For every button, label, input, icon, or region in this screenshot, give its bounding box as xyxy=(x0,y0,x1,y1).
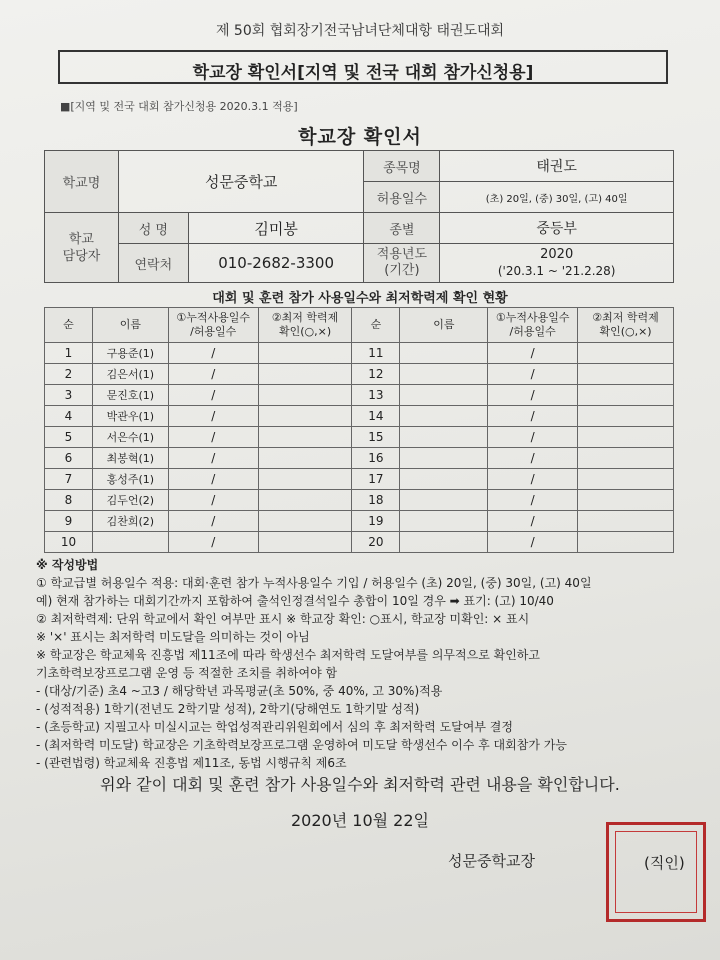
row-check xyxy=(578,448,674,469)
table-row xyxy=(45,511,674,532)
seal-label: (직인) xyxy=(644,854,685,872)
row-check xyxy=(578,469,674,490)
row-check xyxy=(258,406,352,427)
table-row xyxy=(45,385,674,406)
row-no: 8 xyxy=(45,490,93,511)
row-no: 6 xyxy=(45,448,93,469)
row-check xyxy=(258,469,352,490)
header-days: ①누적사용일수 /허용일수 xyxy=(488,308,578,343)
table-row xyxy=(45,406,674,427)
header-name: 이름 xyxy=(92,308,168,343)
row-no: 3 xyxy=(45,385,93,406)
year-cell xyxy=(440,244,674,283)
row-check xyxy=(258,364,352,385)
participant-table xyxy=(44,307,674,553)
manager-label: 학교 담당자 xyxy=(45,213,119,283)
row-days: / xyxy=(168,364,258,385)
row-check xyxy=(258,511,352,532)
row-check xyxy=(578,343,674,364)
row-name xyxy=(400,406,488,427)
row-days: / xyxy=(488,364,578,385)
info-table xyxy=(44,150,674,283)
main-title-box xyxy=(58,50,668,84)
row-no: 12 xyxy=(352,364,400,385)
row-check xyxy=(578,385,674,406)
row-check xyxy=(258,448,352,469)
row-days: / xyxy=(168,532,258,553)
row-name: 김두언(2) xyxy=(92,490,168,511)
instruction-line: - (관련법령) 학교체육 진흥법 제11조, 동법 시행규칙 제6조 xyxy=(36,756,347,770)
row-days: / xyxy=(168,448,258,469)
header-check: ②최저 학력제 확인(○,×) xyxy=(258,308,352,343)
row-days: / xyxy=(488,385,578,406)
row-check xyxy=(578,406,674,427)
year-label: 적용년도 (기간) xyxy=(364,244,440,283)
row-name: 홍성주(1) xyxy=(92,469,168,490)
row-no: 15 xyxy=(352,427,400,448)
header-days: ①누적사용일수 /허용일수 xyxy=(168,308,258,343)
row-no: 10 xyxy=(45,532,93,553)
school-label: 학교명 xyxy=(45,151,119,213)
name-label: 성 명 xyxy=(118,213,188,244)
row-days: / xyxy=(168,469,258,490)
row-no: 18 xyxy=(352,490,400,511)
principal-signature: 성문중학교장 xyxy=(448,852,535,870)
header-no: 순 xyxy=(45,308,93,343)
row-days: / xyxy=(488,427,578,448)
certificate-title: 학교장 확인서 xyxy=(298,126,422,148)
instruction-line: ※ 학교장은 학교체육 진흥법 제11조에 따라 학생선수 최저학력 도달여부를 의무적으로 확인하고 xyxy=(36,648,540,662)
row-name xyxy=(400,427,488,448)
table-row xyxy=(45,490,674,511)
main-title: 학교장 확인서[지역 및 전국 대회 참가신청용] xyxy=(192,63,534,83)
class-label: 종별 xyxy=(364,213,440,244)
name-value: 김미봉 xyxy=(188,213,364,244)
instruction-line: - (성적적용) 1학기(전년도 2학기말 성적), 2학기(당해연도 1학기말 성적) xyxy=(36,702,420,716)
row-check xyxy=(578,532,674,553)
row-name xyxy=(400,532,488,553)
row-check xyxy=(578,364,674,385)
instruction-line: 기초학력보장프로그램 운영 등 적절한 조치를 취하여야 함 xyxy=(36,666,338,680)
row-days: / xyxy=(168,385,258,406)
row-no: 4 xyxy=(45,406,93,427)
contact-label: 연락처 xyxy=(118,244,188,283)
row-days: / xyxy=(488,448,578,469)
contact-value: 010-2682-3300 xyxy=(188,244,364,283)
row-no: 19 xyxy=(352,511,400,532)
row-check xyxy=(258,343,352,364)
table-row xyxy=(45,343,674,364)
row-name xyxy=(400,448,488,469)
row-check xyxy=(258,490,352,511)
row-days: / xyxy=(168,511,258,532)
row-no: 13 xyxy=(352,385,400,406)
event-title: 제 50회 협회장기전국남녀단체대항 태권도대회 xyxy=(215,23,505,39)
confirmation-date: 2020년 10월 22일 xyxy=(291,811,429,830)
instruction-line: - (최저학력 미도달) 학교장은 기초학력보장프로그램 운영하여 미도달 학생선수 이수 후 대회참가 가능 xyxy=(36,738,567,752)
instruction-line: ② 최저학력제: 단위 학교에서 확인 여부만 표시 ※ 학교장 확인: ○표시, 학교장 미확인: × 표시 xyxy=(36,612,530,626)
table-header-row xyxy=(45,308,674,343)
instruction-line: 예) 현재 참가하는 대회기간까지 포함하여 출석인정결석일수 총합이 10일 경우 ➡ 표기: (고) 10/40 xyxy=(36,594,554,608)
row-days: / xyxy=(488,490,578,511)
row-days: / xyxy=(168,490,258,511)
row-check xyxy=(578,427,674,448)
table-row xyxy=(45,427,674,448)
row-name: 김찬희(2) xyxy=(92,511,168,532)
row-name xyxy=(92,532,168,553)
row-days: / xyxy=(488,469,578,490)
row-name xyxy=(400,385,488,406)
instruction-line: ① 학교급별 허용일수 적용: 대회·훈련 참가 누적사용일수 기입 / 허용일수 (초) 20일, (중) 30일, (고) 40일 xyxy=(36,576,592,590)
event-label: 종목명 xyxy=(364,151,440,182)
row-name xyxy=(400,364,488,385)
event-value: 태권도 xyxy=(440,151,674,182)
instruction-line: - (대상/기준) 초4 ~고3 / 해당학년 과목평균(초 50%, 중 40%, 고 30%)적용 xyxy=(36,684,443,698)
row-check xyxy=(258,427,352,448)
row-days: / xyxy=(488,343,578,364)
row-name: 김은서(1) xyxy=(92,364,168,385)
row-name: 박관우(1) xyxy=(92,406,168,427)
row-no: 16 xyxy=(352,448,400,469)
row-name xyxy=(400,469,488,490)
row-no: 14 xyxy=(352,406,400,427)
school-value: 성문중학교 xyxy=(118,151,364,213)
row-name: 문진호(1) xyxy=(92,385,168,406)
info-row-event xyxy=(45,151,674,182)
header-name: 이름 xyxy=(400,308,488,343)
table-row xyxy=(45,364,674,385)
header-no: 순 xyxy=(352,308,400,343)
header-check: ②최저 학력제 확인(○,×) xyxy=(578,308,674,343)
info-row-contact xyxy=(45,244,674,283)
instruction-line: - (초등학교) 지필고사 미실시교는 학업성적관리위원회에서 심의 후 최저학력 도달여부 결정 xyxy=(36,720,513,734)
allowed-label: 허용일수 xyxy=(364,182,440,213)
row-days: / xyxy=(488,532,578,553)
row-days: / xyxy=(168,427,258,448)
confirmation-statement: 위와 같이 대회 및 훈련 참가 사용일수와 최저학력 관련 내용을 확인합니다. xyxy=(100,775,620,794)
row-no: 7 xyxy=(45,469,93,490)
list-title: 대회 및 훈련 참가 사용일수와 최저학력제 확인 현황 xyxy=(212,291,508,306)
row-check xyxy=(578,511,674,532)
table-row xyxy=(45,469,674,490)
allowed-value: (초) 20일, (중) 30일, (고) 40일 xyxy=(440,182,674,213)
row-days: / xyxy=(488,406,578,427)
row-no: 17 xyxy=(352,469,400,490)
row-name xyxy=(400,511,488,532)
row-no: 5 xyxy=(45,427,93,448)
row-days: / xyxy=(488,511,578,532)
row-no: 9 xyxy=(45,511,93,532)
year-value: 2020 xyxy=(540,247,574,262)
row-check xyxy=(578,490,674,511)
class-value: 중등부 xyxy=(440,213,674,244)
table-row xyxy=(45,532,674,553)
row-no: 2 xyxy=(45,364,93,385)
writing-instructions xyxy=(36,556,696,772)
table-row xyxy=(45,448,674,469)
reference-note: ■[지역 및 전국 대회 참가신청용 2020.3.1 적용] xyxy=(60,100,298,113)
year-period: ('20.3.1 ~ '21.2.28) xyxy=(497,264,616,278)
row-check xyxy=(258,532,352,553)
row-no: 1 xyxy=(45,343,93,364)
row-check xyxy=(258,385,352,406)
instruction-line: ※ '×' 표시는 최저학력 미도달을 의미하는 것이 아님 xyxy=(36,630,310,644)
row-days: / xyxy=(168,343,258,364)
row-no: 20 xyxy=(352,532,400,553)
row-name: 서은수(1) xyxy=(92,427,168,448)
instruction-line: ※ 작성방법 xyxy=(36,558,99,572)
row-name xyxy=(400,490,488,511)
row-days: / xyxy=(168,406,258,427)
row-no: 11 xyxy=(352,343,400,364)
row-name: 최봉혁(1) xyxy=(92,448,168,469)
info-row-name xyxy=(45,213,674,244)
row-name: 구용준(1) xyxy=(92,343,168,364)
row-name xyxy=(400,343,488,364)
